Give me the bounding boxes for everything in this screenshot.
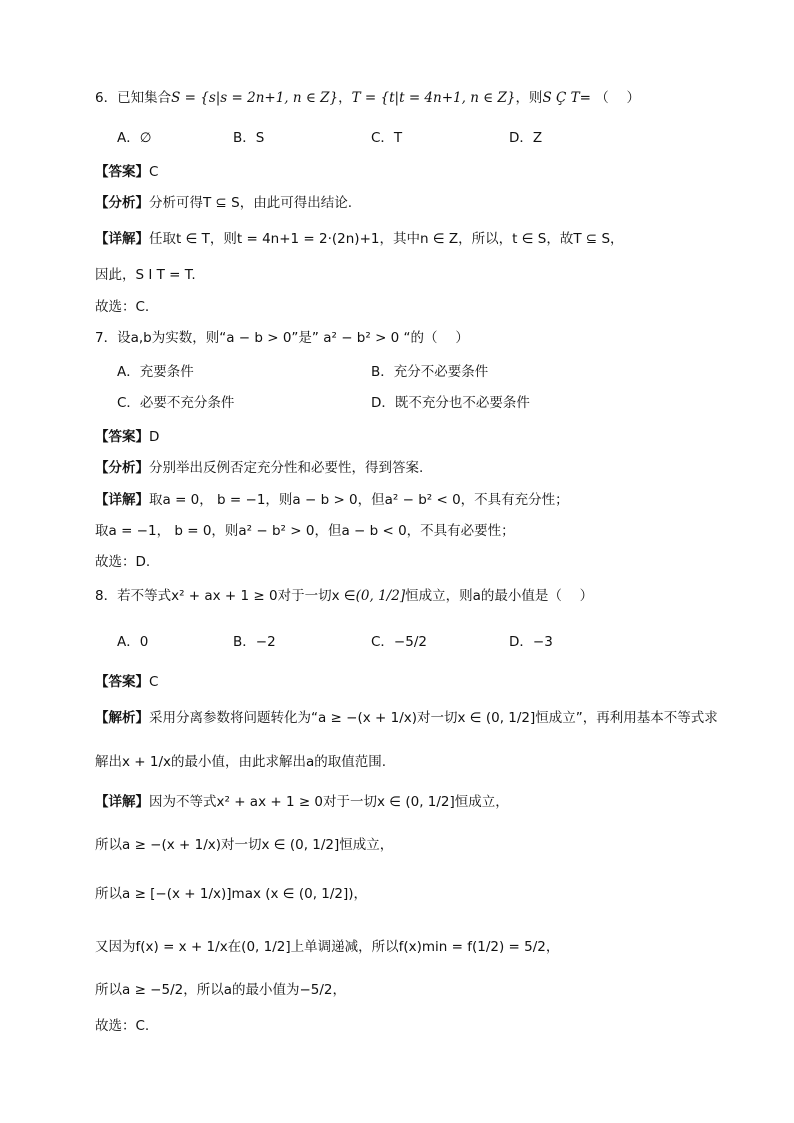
q6-answer — [95, 162, 158, 182]
q8-detail-5: 所以a ≥ −5/2，所以a的最小值为−5/2， — [95, 982, 347, 998]
q8-option-a: A．0 — [117, 634, 149, 650]
q6-set-t: T = {t|t = 4n+1, n ∈ Z} — [351, 90, 516, 106]
q7-answer — [95, 427, 159, 447]
q8-conclusion: 故选：C. — [95, 1018, 150, 1034]
q6-detail-2: 因此，S I T = T. — [95, 267, 196, 283]
detail-label: 【详解】 — [95, 492, 149, 508]
q6-analysis — [95, 193, 352, 213]
detail-label: 【详解】 — [95, 794, 149, 810]
q8-option-d: D．−3 — [509, 634, 553, 650]
q7-option-c: C．必要不充分条件 — [117, 395, 235, 411]
q8-detail-1-text: 因为不等式x² + ax + 1 ≥ 0对于一切x ∈ (0, 1/2]恒成立， — [149, 794, 509, 810]
q8-stem-start: 8．若不等式x² + ax + 1 ≥ 0对于一切x ∈ — [95, 588, 356, 604]
q8-analysis-2: 解出x + 1/x的最小值，由此求解出a的取值范围. — [95, 754, 387, 770]
q7-answer-value: D — [149, 429, 160, 445]
q7-option-a: A．充要条件 — [117, 364, 194, 380]
q7-detail-2: 取a = −1， b = 0，则a² − b² > 0，但a − b < 0，不具有必要性； — [95, 523, 515, 539]
q8-stem — [95, 586, 593, 606]
q6-stem-end: = （ ） — [579, 90, 641, 106]
q8-detail-2: 所以a ≥ −(x + 1/x)对一切x ∈ (0, 1/2]恒成立， — [95, 837, 394, 853]
q6-option-b: B．S — [233, 130, 265, 146]
q6-detail-1-text: 任取t ∈ T，则t = 4n+1 = 2·(2n)+1，其中n ∈ Z，所以，t ∈ S，故T ⊆ S， — [149, 231, 624, 247]
q8-detail-1 — [95, 792, 509, 812]
q7-option-d: D．既不充分也不必要条件 — [371, 395, 530, 411]
q8-analysis-1-text: 采用分离参数将问题转化为“a ≥ −(x + 1/x)对一切x ∈ (0, 1/2]恒成立”，再利用基本不等式求 — [149, 710, 718, 726]
q8-stem-end: 恒成立，则a的最小值是（ ） — [405, 588, 594, 604]
q7-detail-1 — [95, 490, 569, 510]
q6-conclusion: 故选：C. — [95, 299, 150, 315]
q6-detail-1 — [95, 229, 624, 249]
q7-analysis — [95, 458, 423, 478]
q8-detail-4: 又因为f(x) = x + 1/x在(0, 1/2]上单调递减，所以f(x)min = f(1/2) = 5/2， — [95, 939, 560, 955]
answer-label: 【答案】 — [95, 164, 149, 180]
analysis-label: 【解析】 — [95, 710, 149, 726]
q8-analysis-1 — [95, 708, 718, 728]
q8-option-b: B．−2 — [233, 634, 276, 650]
q6-expr: S Ç T — [542, 90, 580, 106]
q8-answer-value: C — [149, 674, 159, 690]
q6-stem-mid: ，则 — [515, 90, 543, 106]
answer-label: 【答案】 — [95, 429, 149, 445]
q6-stem — [95, 88, 640, 108]
q8-detail-3: 所以a ≥ [−(x + 1/x)]max (x ∈ (0, 1/2])， — [95, 886, 368, 902]
q7-detail-1-text: 取a = 0， b = −1，则a − b > 0，但a² − b² < 0，不具有充分性； — [149, 492, 569, 508]
q6-analysis-text: 分析可得T ⊆ S，由此可得出结论. — [149, 195, 353, 211]
q7-conclusion: 故选：D. — [95, 554, 151, 570]
q8-option-c: C．−5/2 — [371, 634, 427, 650]
q7-analysis-text: 分别举出反例否定充分性和必要性，得到答案. — [149, 460, 424, 476]
answer-label: 【答案】 — [95, 674, 149, 690]
q6-set-s: S = {s|s = 2n+1, n ∈ Z} — [171, 90, 339, 106]
q6-stem-start: 6．已知集合 — [95, 90, 172, 106]
q6-option-c: C．T — [371, 130, 403, 146]
detail-label: 【详解】 — [95, 231, 149, 247]
q6-answer-value: C — [149, 164, 159, 180]
q6-option-d: D．Z — [509, 130, 543, 146]
analysis-label: 【分析】 — [95, 460, 149, 476]
analysis-label: 【分析】 — [95, 195, 149, 211]
q8-answer — [95, 672, 158, 692]
q6-sep: ， — [338, 90, 352, 106]
q7-option-b: B．充分不必要条件 — [371, 364, 489, 380]
q6-option-a: A．∅ — [117, 130, 152, 146]
q8-interval: (0, 1/2] — [355, 588, 406, 604]
q7-stem: 7．设a,b为实数，则“a − b > 0”是” a² − b² > 0 “的（ ） — [95, 330, 469, 346]
